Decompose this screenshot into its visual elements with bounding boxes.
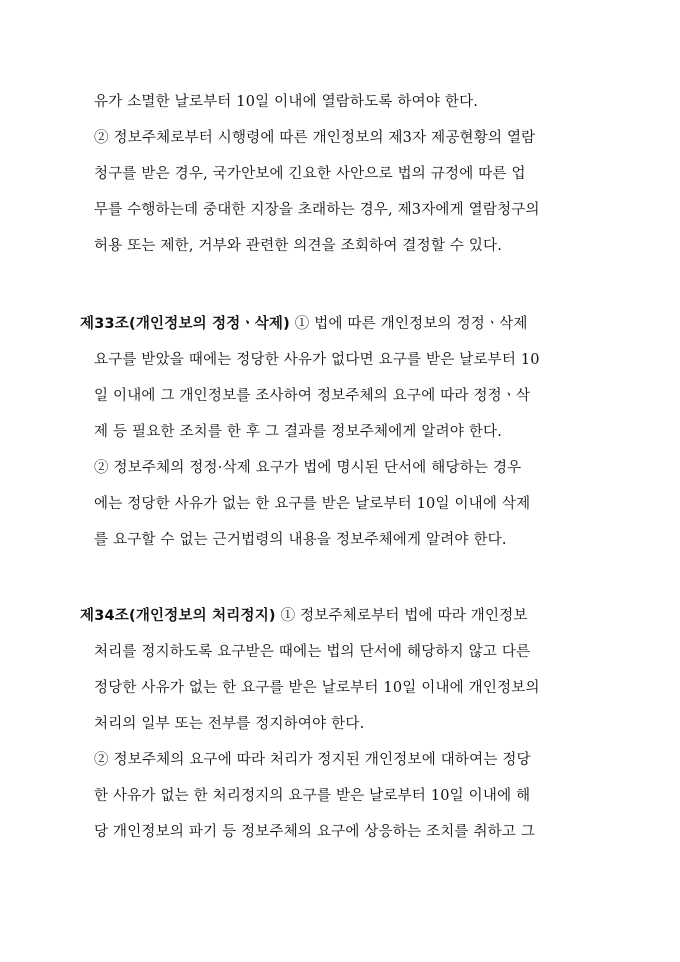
- body-line: 한 사유가 없는 한 처리정지의 요구를 받은 날로부터 10일 이내에 해: [94, 788, 531, 804]
- body-line: 처리의 일부 또는 전부를 정지하여야 한다.: [94, 716, 365, 732]
- body-line: 당 개인정보의 파기 등 정보주체의 요구에 상응하는 조치를 취하고 그: [94, 824, 536, 840]
- article-33-first-line-text: ① 법에 따른 개인정보의 정정ㆍ삭제: [289, 316, 528, 332]
- article-34-first-line-text: ① 정보주체로부터 법에 따라 개인정보: [275, 608, 528, 624]
- body-line: 유가 소멸한 날로부터 10일 이내에 열람하도록 하여야 한다.: [94, 94, 479, 110]
- body-line: 일 이내에 그 개인정보를 조사하여 정보주체의 요구에 따라 정정ㆍ삭: [94, 388, 531, 404]
- article-34-title: 제34조(개인정보의 처리정지): [80, 608, 276, 624]
- article-33-title: 제33조(개인정보의 정정ㆍ삭제): [80, 316, 290, 332]
- body-line: 요구를 받았을 때에는 정당한 사유가 없다면 요구를 받은 날로부터 10: [94, 352, 540, 368]
- body-line: 정당한 사유가 없는 한 요구를 받은 날로부터 10일 이내에 개인정보의: [94, 680, 540, 696]
- body-line: ② 정보주체로부터 시행령에 따른 개인정보의 제3자 제공현황의 열람: [94, 130, 536, 146]
- article-33-first-line: [80, 314, 528, 334]
- body-line: ② 정보주체의 요구에 따라 처리가 정지된 개인정보에 대하여는 정당: [94, 752, 531, 768]
- body-line: 제 등 필요한 조치를 한 후 그 결과를 정보주체에게 알려야 한다.: [94, 424, 503, 440]
- body-line: 에는 정당한 사유가 없는 한 요구를 받은 날로부터 10일 이내에 삭제: [94, 496, 531, 512]
- article-34-first-line: [80, 606, 528, 626]
- body-line: 처리를 정지하도록 요구받은 때에는 법의 단서에 해당하지 않고 다른: [94, 644, 531, 660]
- body-line: 무를 수행하는데 중대한 지장을 초래하는 경우, 제3자에게 열람청구의: [94, 202, 540, 218]
- body-line: ② 정보주체의 정정·삭제 요구가 법에 명시된 단서에 해당하는 경우: [94, 460, 522, 476]
- body-line: 허용 또는 제한, 거부와 관련한 의견을 조회하여 결정할 수 있다.: [94, 238, 503, 254]
- body-line: 를 요구할 수 없는 근거법령의 내용을 정보주체에게 알려야 한다.: [94, 532, 507, 548]
- body-line: 청구를 받은 경우, 국가안보에 긴요한 사안으로 법의 규정에 따른 업: [94, 166, 526, 182]
